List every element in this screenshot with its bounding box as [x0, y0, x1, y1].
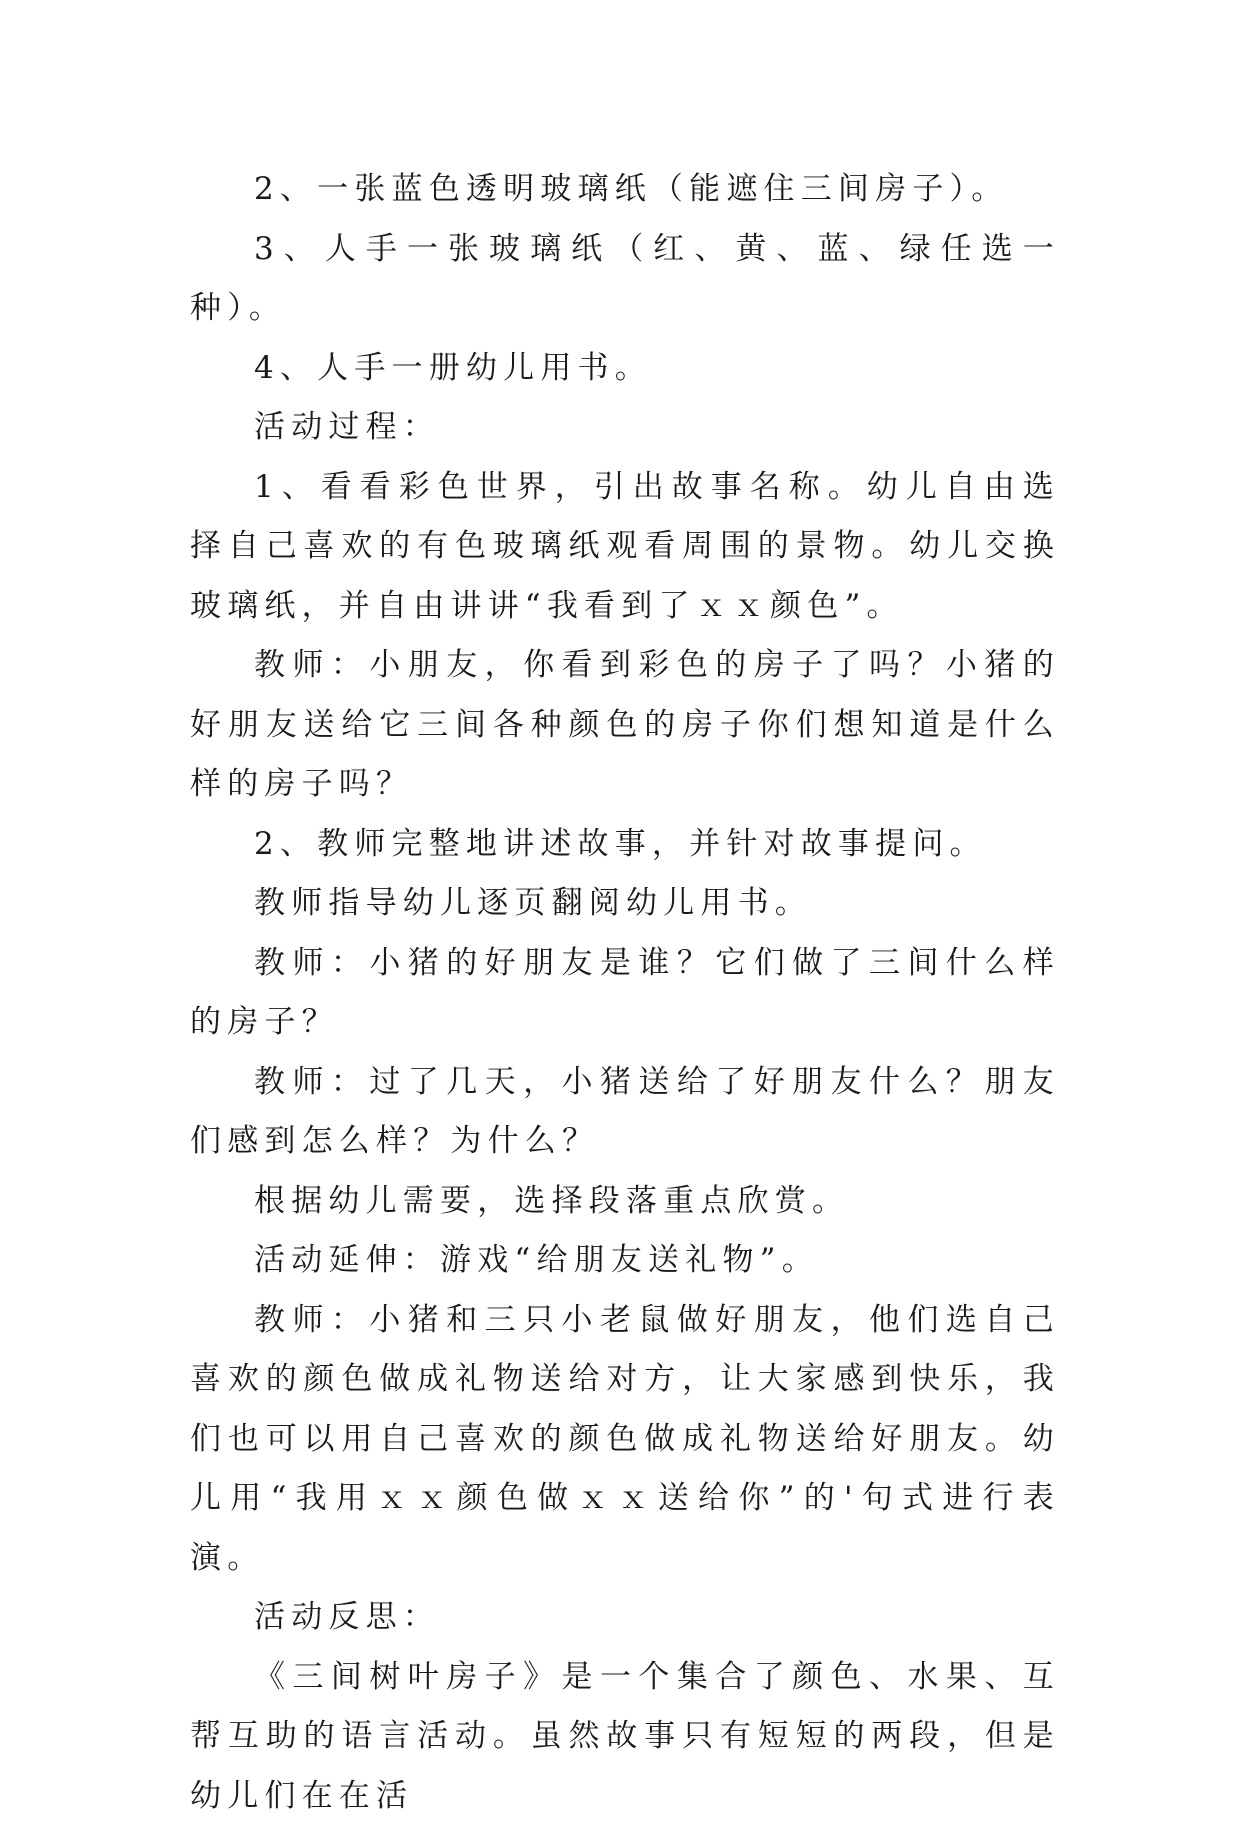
- paragraph-appreciation: 根据幼儿需要，选择段落重点欣赏。: [190, 1172, 1060, 1232]
- paragraph-teacher-extension: 教师：小猪和三只小老鼠做好朋友，他们选自己喜欢的颜色做成礼物送给对方，让大家感到快乐，我们也可以用自己喜欢的颜色做成礼物送给好朋友。幼儿用“我用ｘｘ颜色做ｘｘ送给你”的'句式进行表演。: [190, 1291, 1060, 1589]
- paragraph-material-4: 4、人手一册幼儿用书。: [190, 339, 1060, 399]
- paragraph-step-1: 1、看看彩色世界，引出故事名称。幼儿自由选择自己喜欢的有色玻璃纸观看周围的景物。幼儿交换玻璃纸，并自由讲讲“我看到了ｘｘ颜色”。: [190, 458, 1060, 637]
- paragraph-teacher-question-3: 教师：过了几天，小猪送给了好朋友什么？朋友们感到怎么样？为什么？: [190, 1053, 1060, 1172]
- heading-activity-reflection: 活动反思：: [190, 1588, 1060, 1648]
- paragraph-teacher-guide: 教师指导幼儿逐页翻阅幼儿用书。: [190, 874, 1060, 934]
- heading-activity-extension: 活动延伸：游戏“给朋友送礼物”。: [190, 1231, 1060, 1291]
- paragraph-step-2: 2、教师完整地讲述故事，并针对故事提问。: [190, 815, 1060, 875]
- paragraph-teacher-question-1: 教师：小朋友，你看到彩色的房子了吗？小猪的好朋友送给它三间各种颜色的房子你们想知道是什么样的房子吗？: [190, 636, 1060, 815]
- document-body: [190, 160, 1060, 1826]
- heading-activity-process: 活动过程：: [190, 398, 1060, 458]
- paragraph-material-3: 3、人手一张玻璃纸（红、黄、蓝、绿任选一种）。: [190, 220, 1060, 339]
- paragraph-reflection: 《三间树叶房子》是一个集合了颜色、水果、互帮互助的语言活动。虽然故事只有短短的两段，但是幼儿们在在活: [190, 1648, 1060, 1826]
- paragraph-material-2: 2、一张蓝色透明玻璃纸（能遮住三间房子）。: [190, 160, 1060, 220]
- paragraph-teacher-question-2: 教师：小猪的好朋友是谁？它们做了三间什么样的房子？: [190, 934, 1060, 1053]
